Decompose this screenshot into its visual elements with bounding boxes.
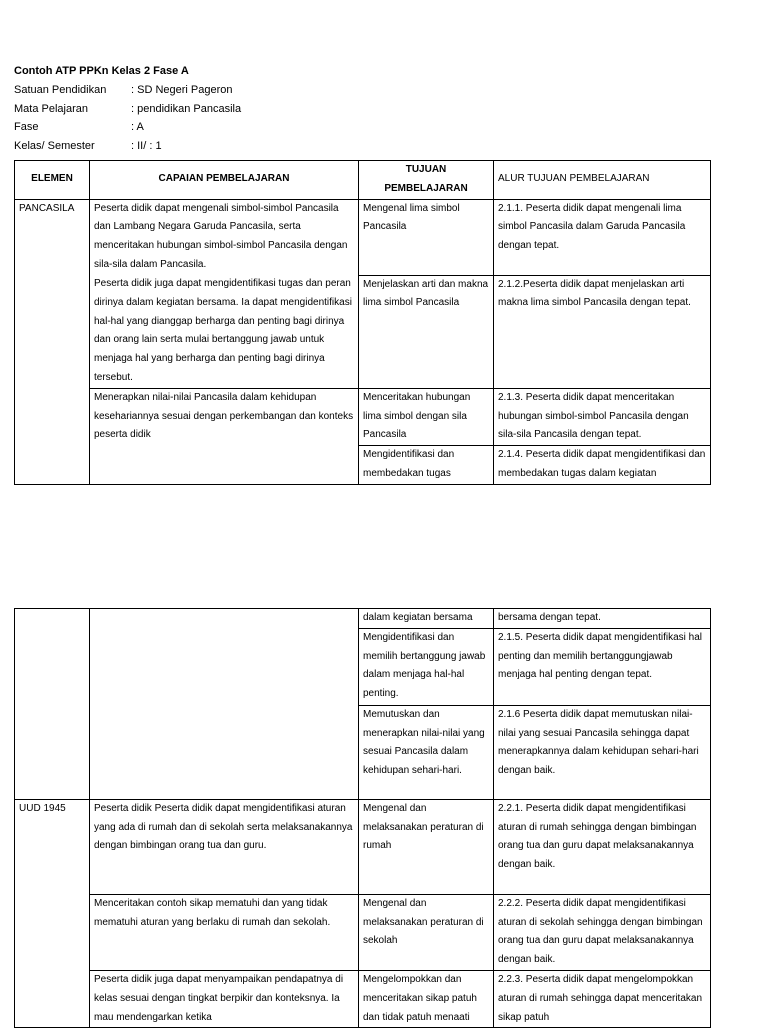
document-header bbox=[14, 62, 241, 156]
atp-cell: 2.1.6 Peserta didik dapat memutuskan nilai-nilai yang sesuai Pancasila sehingga dapat menerapkannya dalam kehidupan sehari-hari dengan baik. bbox=[494, 705, 711, 799]
elemen-cell bbox=[15, 609, 90, 800]
meta-label: Fase bbox=[14, 121, 39, 134]
atp-cell: 2.1.5. Peserta didik dapat mengidentifikasi hal penting dan memilih bertanggungjawab menjaga hal penting dengan tepat. bbox=[494, 628, 711, 705]
document-title: Contoh ATP PPKn Kelas 2 Fase A bbox=[14, 65, 189, 77]
atp-cell: 2.1.1. Peserta didik dapat mengenali lima simbol Pancasila dalam Garuda Pancasila dengan tepat. bbox=[494, 199, 711, 275]
meta-row-kelas bbox=[14, 137, 241, 156]
header-capaian: CAPAIAN PEMBELAJARAN bbox=[90, 161, 359, 200]
meta-label: Satuan Pendidikan bbox=[14, 84, 107, 96]
meta-value: : SD Negeri Pageron bbox=[131, 84, 233, 96]
atp-cell: 2.1.4. Peserta didik dapat mengidentifikasi dan membedakan tugas dalam kegiatan bbox=[494, 446, 711, 485]
meta-value: : II/ : 1 bbox=[131, 140, 162, 153]
meta-value: : pendidikan Pancasila bbox=[131, 102, 242, 115]
table-row bbox=[15, 609, 711, 629]
tp-cell: dalam kegiatan bersama bbox=[359, 609, 494, 629]
atp-cell: 2.2.2. Peserta didik dapat mengidentifikasi aturan di sekolah sehingga dengan bimbingan orang tua dan guru dapat melaksanakannya dengan baik. bbox=[494, 894, 711, 970]
atp-table-page-1 bbox=[14, 160, 711, 485]
elemen-cell: PANCASILA bbox=[15, 199, 90, 484]
meta-row-mapel bbox=[14, 100, 241, 119]
cp-cell bbox=[90, 609, 359, 800]
elemen-cell: UUD 1945 bbox=[15, 799, 90, 1028]
meta-label: Kelas/ Semester bbox=[14, 140, 95, 153]
tp-cell: Mengenal dan melaksanakan peraturan di rumah bbox=[359, 799, 494, 894]
atp-table-page-2 bbox=[14, 608, 711, 1028]
tp-cell: Mengenal dan melaksanakan peraturan di sekolah bbox=[359, 894, 494, 970]
header-alur: ALUR TUJUAN PEMBELAJARAN bbox=[494, 161, 711, 200]
meta-label: Mata Pelajaran bbox=[14, 102, 88, 115]
atp-cell: bersama dengan tepat. bbox=[494, 609, 711, 629]
meta-row-satuan bbox=[14, 81, 241, 100]
tp-cell: Menceritakan hubungan lima simbol dengan sila Pancasila bbox=[359, 388, 494, 445]
header-tujuan: TUJUAN PEMBELAJARAN bbox=[359, 161, 494, 200]
tp-cell: Mengenal lima simbol Pancasila bbox=[359, 199, 494, 275]
cp-cell: Peserta didik dapat mengenali simbol-simbol Pancasila dan Lambang Negara Garuda Pancasila, serta menceritakan hubungan simbol-simbol Pancasila dengan sila-sila dalam Pancasila. bbox=[90, 199, 359, 275]
table-row bbox=[15, 388, 711, 445]
atp-cell: 2.2.1. Peserta didik dapat mengidentifikasi aturan di rumah sehingga dengan bimbingan orang tua dan guru dapat melaksanakannya dengan baik. bbox=[494, 799, 711, 894]
cp-cell: Peserta didik juga dapat menyampaikan pendapatnya di kelas sesuai dengan tingkat berpikir dan konteksnya. Ia mau mendengarkan ketika bbox=[90, 970, 359, 1027]
atp-cell: 2.2.3. Peserta didik dapat mengelompokkan aturan di rumah sehingga dapat menceritakan sikap patuh bbox=[494, 970, 711, 1027]
meta-value: : A bbox=[131, 121, 144, 134]
table-row bbox=[15, 799, 711, 894]
tp-cell: Mengidentifikasi dan membedakan tugas bbox=[359, 446, 494, 485]
atp-cell: 2.1.2.Peserta didik dapat menjelaskan arti makna lima simbol Pancasila dengan tepat. bbox=[494, 275, 711, 388]
cp-cell: Menerapkan nilai-nilai Pancasila dalam kehidupan kesehariannya sesuai dengan perkembangan dan konteks peserta didik bbox=[90, 388, 359, 484]
cp-cell: Peserta didik Peserta didik dapat mengidentifikasi aturan yang ada di rumah dan di sekolah serta melaksanakannya dengan bimbingan orang tua dan guru. bbox=[90, 799, 359, 894]
table-row bbox=[15, 199, 711, 275]
cp-cell: Peserta didik juga dapat mengidentifikasi tugas dan peran dirinya dalam kegiatan bersama. Ia dapat mengidentifikasi hal-hal yang dianggap berharga dan penting bagi dirinya dan orang lain serta mulai bertanggung jawab untuk menjaga hal yang berharga dan penting bagi dirinya tersebut. bbox=[90, 275, 359, 388]
tp-cell: Memutuskan dan menerapkan nilai-nilai yang sesuai Pancasila dalam kehidupan sehari-hari. bbox=[359, 705, 494, 799]
table-header-row bbox=[15, 161, 711, 200]
tp-cell: Menjelaskan arti dan makna lima simbol Pancasila bbox=[359, 275, 494, 388]
tp-cell: Mengidentifikasi dan memilih bertanggung jawab dalam menjaga hal-hal penting. bbox=[359, 628, 494, 705]
atp-cell: 2.1.3. Peserta didik dapat menceritakan hubungan simbol-simbol Pancasila dengan sila-sila Pancasila dengan tepat. bbox=[494, 388, 711, 445]
cp-cell: Menceritakan contoh sikap mematuhi dan yang tidak mematuhi aturan yang berlaku di rumah dan sekolah. bbox=[90, 894, 359, 970]
table-row bbox=[15, 970, 711, 1027]
tp-cell: Mengelompokkan dan menceritakan sikap patuh dan tidak patuh menaati bbox=[359, 970, 494, 1027]
meta-row-fase bbox=[14, 118, 241, 137]
header-elemen: ELEMEN bbox=[15, 161, 90, 200]
table-row bbox=[15, 894, 711, 970]
table-row bbox=[15, 275, 711, 388]
